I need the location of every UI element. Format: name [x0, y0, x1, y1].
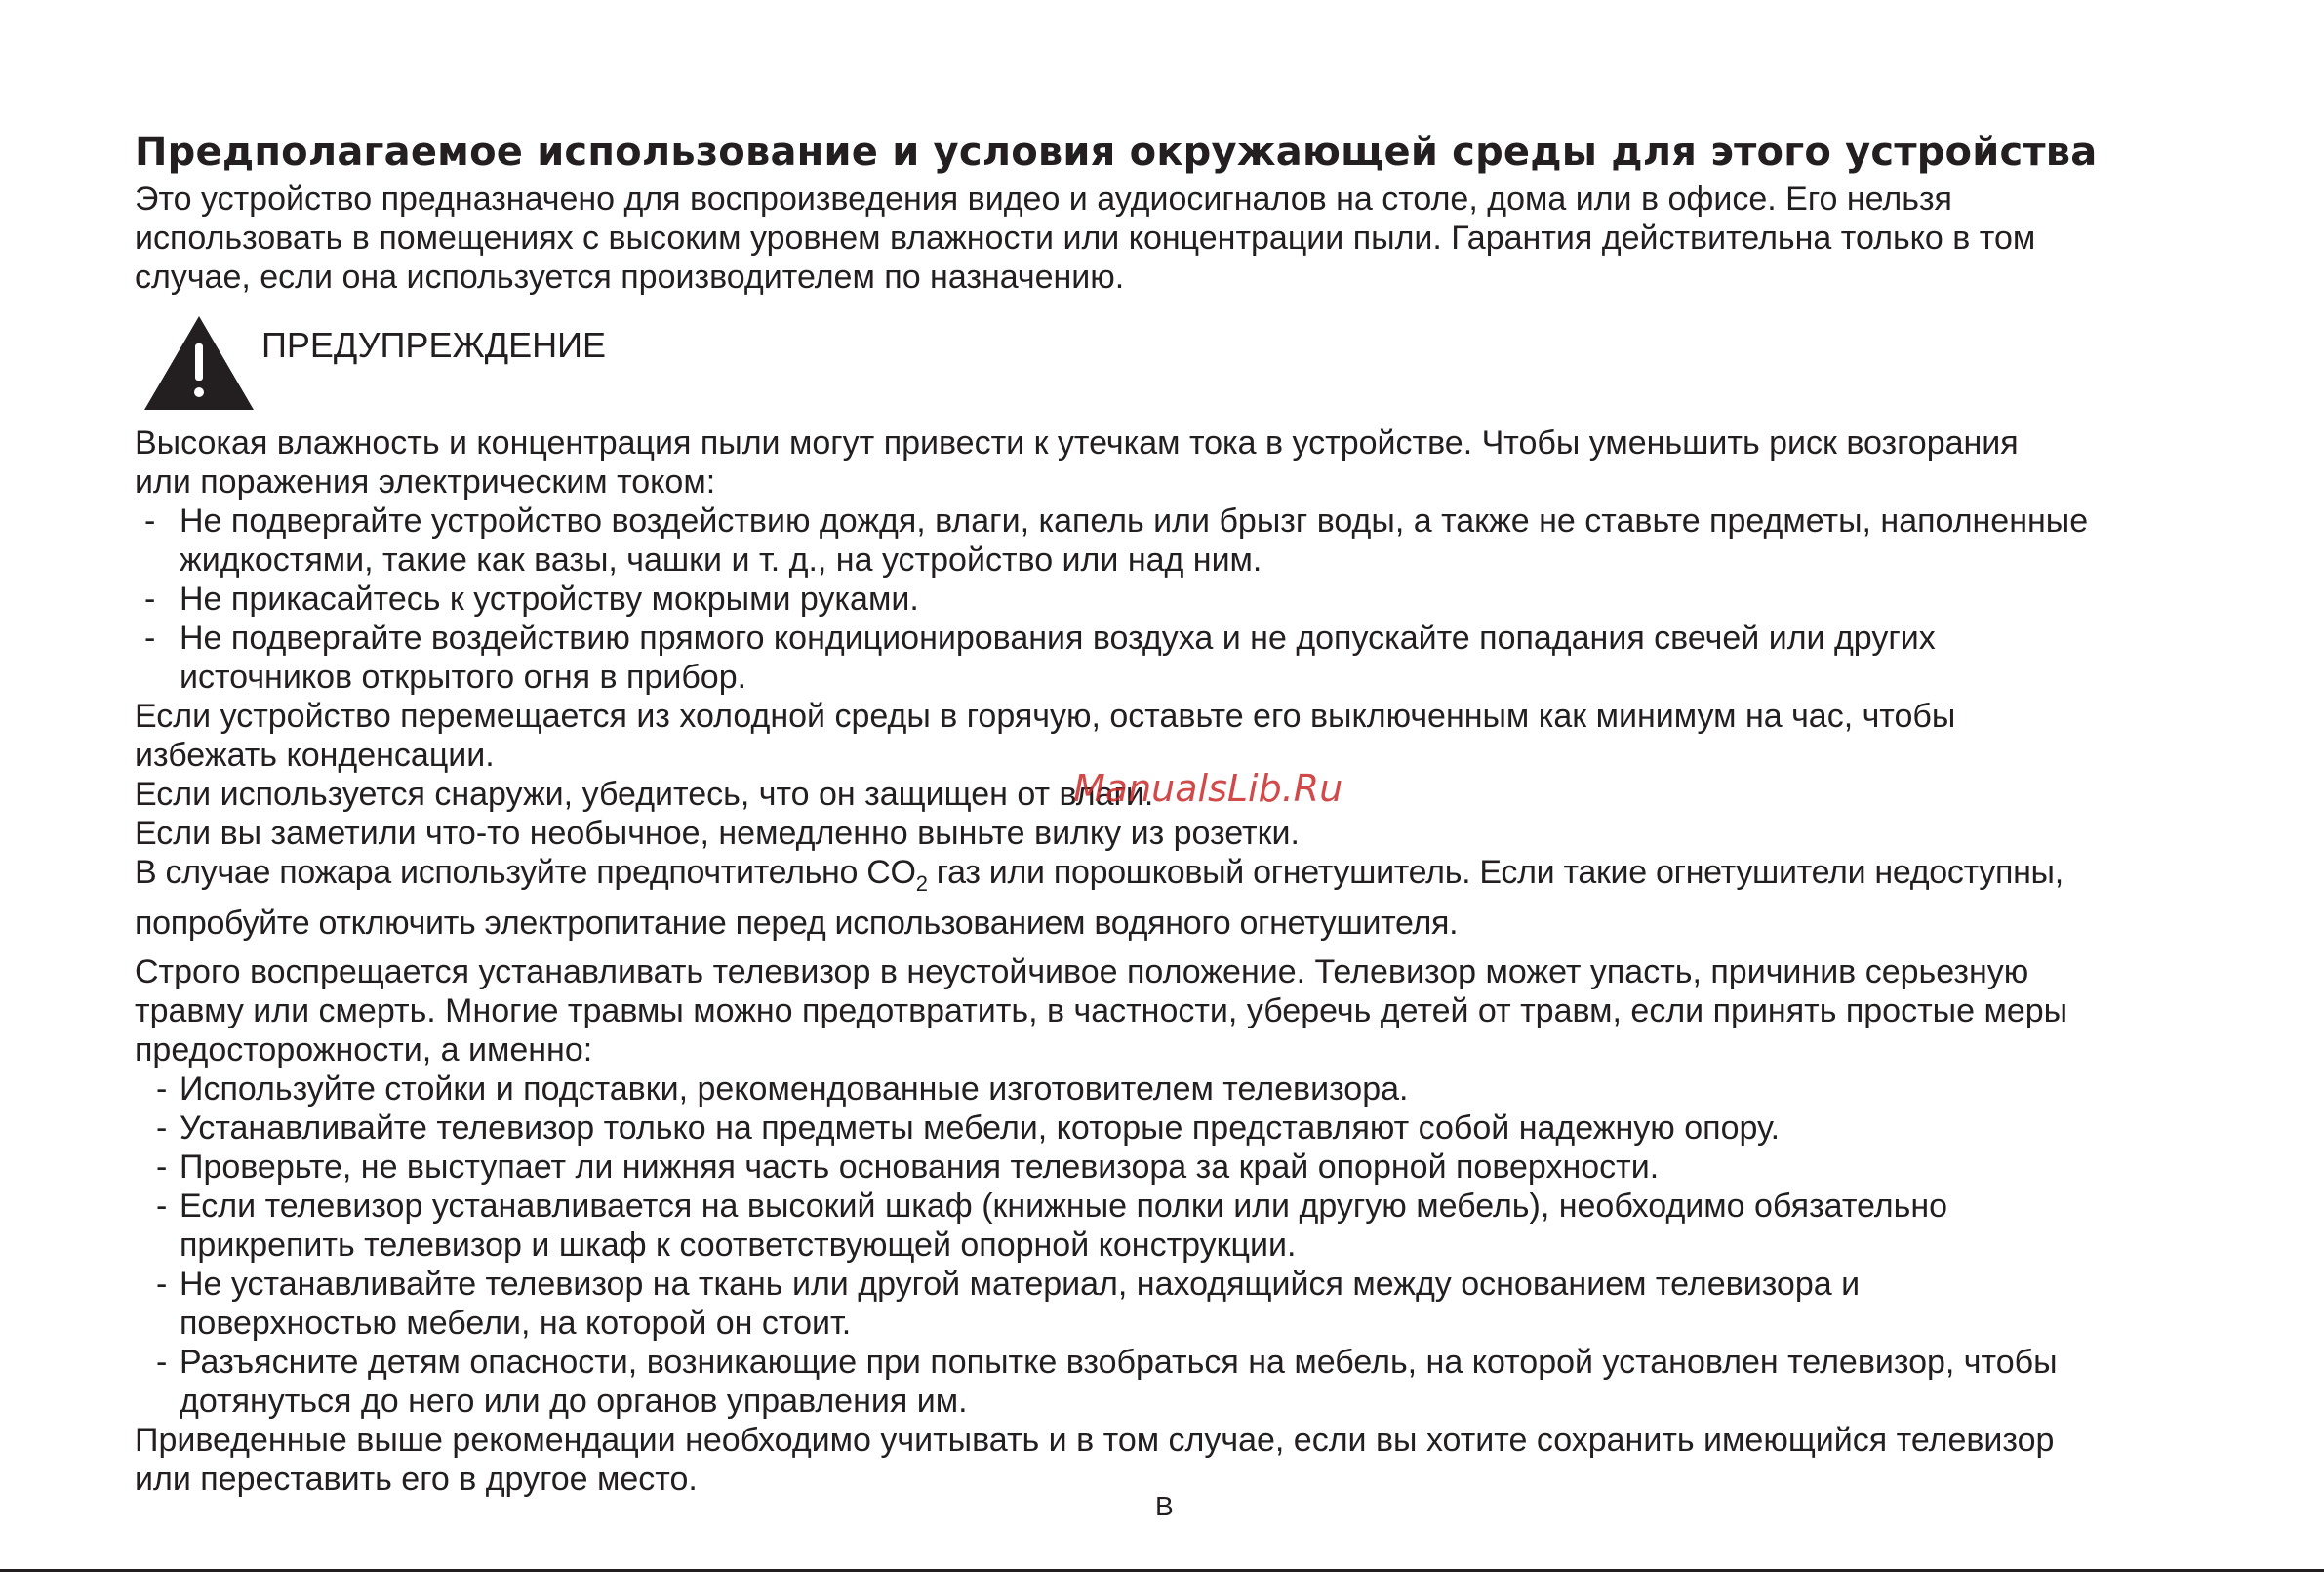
- list-item-line: Не подвергайте воздействию прямого кондиционирования воздуха и не допускайте попадания свечей или других: [180, 620, 1936, 657]
- intro-line: использовать в помещениях с высоким уровнем влажности или концентрации пыли. Гарантия действительна только в том: [135, 220, 2036, 257]
- warning-line: или поражения электрическим током:: [135, 464, 716, 501]
- list-item: [135, 1265, 2203, 1343]
- dash-marker: -: [156, 1148, 168, 1186]
- list-item-line: поверхностью мебели, на которой он стоит.: [180, 1304, 852, 1342]
- paragraph-line: Строго воспрещается устанавливать телевизор в неустойчивое положение. Телевизор может упасть, причинив серьезную: [135, 952, 2029, 990]
- paragraph-line: Если устройство перемещается из холодной среды в горячую, оставьте его выключенным как минимум на час, чтобы: [135, 698, 1956, 735]
- fire-text: В случае пожара используйте предпочтительно CO: [135, 854, 916, 891]
- list-item-line: жидкостями, такие как вазы, чашки и т. д., на устройство или над ним.: [180, 542, 1262, 579]
- warning-label: ПРЕДУПРЕЖДЕНИЕ: [261, 325, 606, 365]
- page-title: Предполагаемое использование и условия окружающей среды для этого устройства: [135, 130, 2098, 175]
- unusual-paragraph: Если вы заметили что-то необычное, немедленно выньте вилку из розетки.: [135, 815, 1300, 852]
- page-number: B: [1155, 1491, 1174, 1521]
- intro-line: случае, если она используется производителем по назначению.: [135, 259, 1125, 296]
- tv-stability-paragraph: [135, 952, 2203, 1069]
- dash-marker: -: [144, 503, 156, 540]
- list-item: [135, 502, 2203, 580]
- paragraph-line: избежать конденсации.: [135, 737, 495, 774]
- fire-text: попробуйте отключить электропитание перед использованием водяного огнетушителя.: [135, 904, 1459, 942]
- list-item-line: Не прикасайтесь к устройству мокрыми руками.: [180, 581, 919, 618]
- dash-marker: -: [156, 1343, 168, 1381]
- paragraph-line: предосторожности, а именно:: [135, 1030, 593, 1068]
- list-item: [135, 1108, 2203, 1148]
- list-item-line: Используйте стойки и подставки, рекомендованные изготовителем телевизора.: [180, 1069, 1409, 1108]
- fire-paragraph: [135, 853, 2203, 943]
- list-item: [135, 1148, 2203, 1187]
- outdoor-use-paragraph: Если используется снаружи, убедитесь, что он защищен от влаги.: [135, 776, 1154, 813]
- tv-precautions-list: [135, 1069, 2203, 1421]
- list-item-line: Не подвергайте устройство воздействию дождя, влаги, капель или брызг воды, а также не ставьте предметы, наполненные: [180, 503, 2089, 540]
- list-item: [135, 1069, 2203, 1108]
- dash-marker: -: [156, 1069, 168, 1108]
- warning-list: [135, 502, 2203, 697]
- list-item: [135, 1343, 2203, 1421]
- intro-line: Это устройство предназначено для воспроизведения видео и аудиосигналов на столе, дома или в офисе. Его нельзя: [135, 181, 1952, 218]
- warning-header: [135, 312, 2203, 414]
- list-item: [135, 619, 2203, 697]
- paragraph-line: травму или смерть. Многие травмы можно предотвратить, в частности, уберечь детей от травм, если принять простые меры: [135, 991, 2068, 1029]
- list-item-line: источников открытого огня в прибор.: [180, 659, 747, 696]
- warning-line: Высокая влажность и концентрация пыли могут привести к утечкам тока в устройстве. Чтобы уменьшить риск возгорания: [135, 424, 2019, 462]
- dash-marker: -: [156, 1187, 168, 1225]
- watermark: ManualsLib.Ru: [1073, 767, 1343, 810]
- document-page: [135, 125, 2203, 1499]
- cold-environment-paragraph: [135, 697, 2203, 775]
- list-item-line: Не устанавливайте телевизор на ткань или другой материал, находящийся между основанием телевизора и: [180, 1265, 1861, 1303]
- list-item: [135, 580, 2203, 619]
- list-item-line: Если телевизор устанавливается на высокий шкаф (книжные полки или другую мебель), необходимо обязательно: [180, 1187, 1948, 1225]
- list-item-line: дотянуться до него или до органов управления им.: [180, 1382, 968, 1420]
- dash-marker: -: [144, 581, 156, 618]
- list-item-line: прикрепить телевизор и шкаф к соответствующей опорной конструкции.: [180, 1226, 1297, 1264]
- fire-text: газ или порошковый огнетушитель. Если такие огнетушители недоступны,: [927, 854, 2064, 891]
- list-item-line: Разъясните детям опасности, возникающие при попытке взобраться на мебель, на которой установлен телевизор, чтобы: [180, 1343, 2058, 1381]
- list-item: [135, 1187, 2203, 1265]
- paragraph-line: или переставить его в другое место.: [135, 1460, 698, 1498]
- list-item-line: Проверьте, не выступает ли нижняя часть основания телевизора за край опорной поверхности.: [180, 1148, 1660, 1186]
- dash-marker: -: [156, 1265, 168, 1303]
- final-paragraph: [135, 1421, 2203, 1499]
- dash-marker: -: [156, 1108, 168, 1147]
- warning-triangle-icon: [142, 314, 256, 412]
- co2-subscript: 2: [915, 870, 928, 896]
- intro-paragraph: [135, 180, 2203, 297]
- paragraph-line: Приведенные выше рекомендации необходимо учитывать и в том случае, если вы хотите сохранить имеющийся телевизор: [135, 1421, 2055, 1459]
- list-item-line: Устанавливайте телевизор только на предметы мебели, которые представляют собой надежную опору.: [180, 1108, 1781, 1147]
- dash-marker: -: [144, 620, 156, 657]
- warning-paragraph: [135, 423, 2203, 502]
